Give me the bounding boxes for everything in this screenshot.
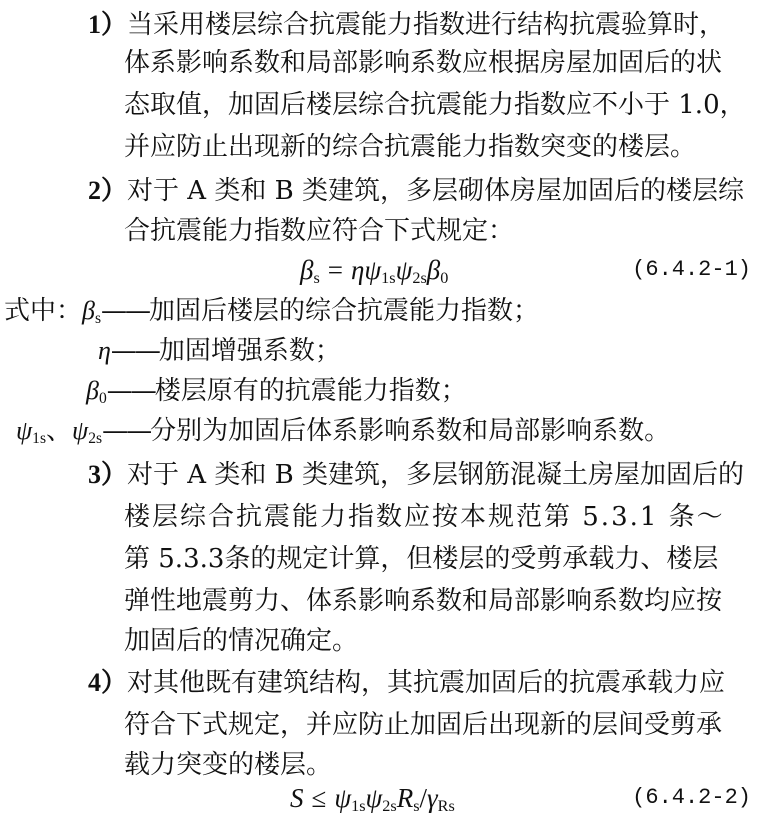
item-text: 楼层综合抗震能力指数应按本规范第 5.3.1 条～: [124, 502, 725, 532]
definition-text: 分别为加固后体系影响系数和局部影响系数。: [150, 416, 671, 446]
where-def-2: η——加固增强系数；: [98, 336, 341, 366]
item-1-line-1: [0, 6, 775, 44]
item-1-line-2: [0, 44, 775, 82]
formula-6-4-2-1: [0, 250, 775, 290]
definition-text: 加固后楼层的综合抗震能力指数；: [149, 296, 540, 326]
item-text: 对于 A 类和 B 类建筑，多层钢筋混凝土房屋加固后的: [127, 460, 744, 490]
item-number: 1）: [88, 10, 128, 39]
item-text: 并应防止出现新的综合抗震能力指数突变的楼层。: [124, 132, 697, 162]
item-2-line-2: [0, 212, 775, 250]
formula-6-4-2-2: [0, 778, 775, 818]
formula-expression: $\beta_s = \eta\psi_{1s}\psi_{2s}\beta_0$: [300, 255, 449, 288]
item-3-line-3: [0, 540, 775, 578]
symbol: $\psi_{1s}$: [16, 416, 47, 447]
symbol: η: [98, 336, 111, 365]
item-number: 2）: [88, 176, 128, 205]
item-text: 对其他既有建筑结构，其抗震加固后的抗震承载力应: [127, 668, 726, 698]
item-3-line-5: [0, 622, 775, 660]
equation-number: (6.4.2-2): [632, 785, 751, 810]
item-text: 载力突变的楼层。: [124, 750, 333, 780]
item-text: 加固后的情况确定。: [124, 626, 359, 656]
item-4-line-1: [0, 664, 775, 702]
item-1-line-3: [0, 86, 775, 124]
item-text: 第 5.3.3条的规定计算，但楼层的受剪承载力、楼层: [124, 544, 719, 574]
equation-number: (6.4.2-1): [632, 257, 751, 282]
symbol: $\psi_{2s}$: [72, 416, 103, 447]
item-text: 态取值，加固后楼层综合抗震能力指数应不小于 1.0，: [124, 90, 746, 120]
item-4-line-2: [0, 706, 775, 744]
symbol: $\beta_s$: [82, 296, 102, 327]
where-def-4: $\psi_{1s}$、$\psi_{2s}——$分别为加固后体系影响系数和局部影响系数。: [16, 416, 671, 447]
definition-text: 楼层原有的抗震能力指数；: [154, 376, 467, 406]
item-text: 合抗震能力指数应符合下式规定：: [124, 216, 515, 246]
item-text: 当采用楼层综合抗震能力指数进行结构抗震验算时，: [127, 10, 726, 40]
where-def-3: $\beta_0——$楼层原有的抗震能力指数；: [86, 376, 467, 407]
where-intro: 式中：: [4, 296, 83, 326]
item-text: 体系影响系数和局部影响系数应根据房屋加固后的状: [124, 48, 723, 78]
definition-text: 加固增强系数；: [158, 336, 341, 366]
where-def-1: 式中：$\beta_s——$加固后楼层的综合抗震能力指数；: [4, 296, 540, 327]
formula-expression: $S \le \psi_{1s}\psi_{2s}R_s/\gamma_{Rs}$: [290, 783, 455, 816]
item-text: 符合下式规定，并应防止加固后出现新的层间受剪承: [124, 710, 723, 740]
item-3-line-2: [0, 498, 775, 536]
item-3-line-4: [0, 582, 775, 620]
item-text: 弹性地震剪力、体系影响系数和局部影响系数均应按: [124, 586, 723, 616]
item-1-line-4: [0, 128, 775, 166]
item-number: 4）: [88, 668, 128, 697]
item-3-line-1: [0, 456, 775, 494]
symbol: $\beta_0$: [86, 376, 107, 407]
item-number: 3）: [88, 460, 128, 489]
item-2-line-1: [0, 172, 775, 210]
item-text: 对于 A 类和 B 类建筑，多层砌体房屋加固后的楼层综: [127, 176, 744, 206]
